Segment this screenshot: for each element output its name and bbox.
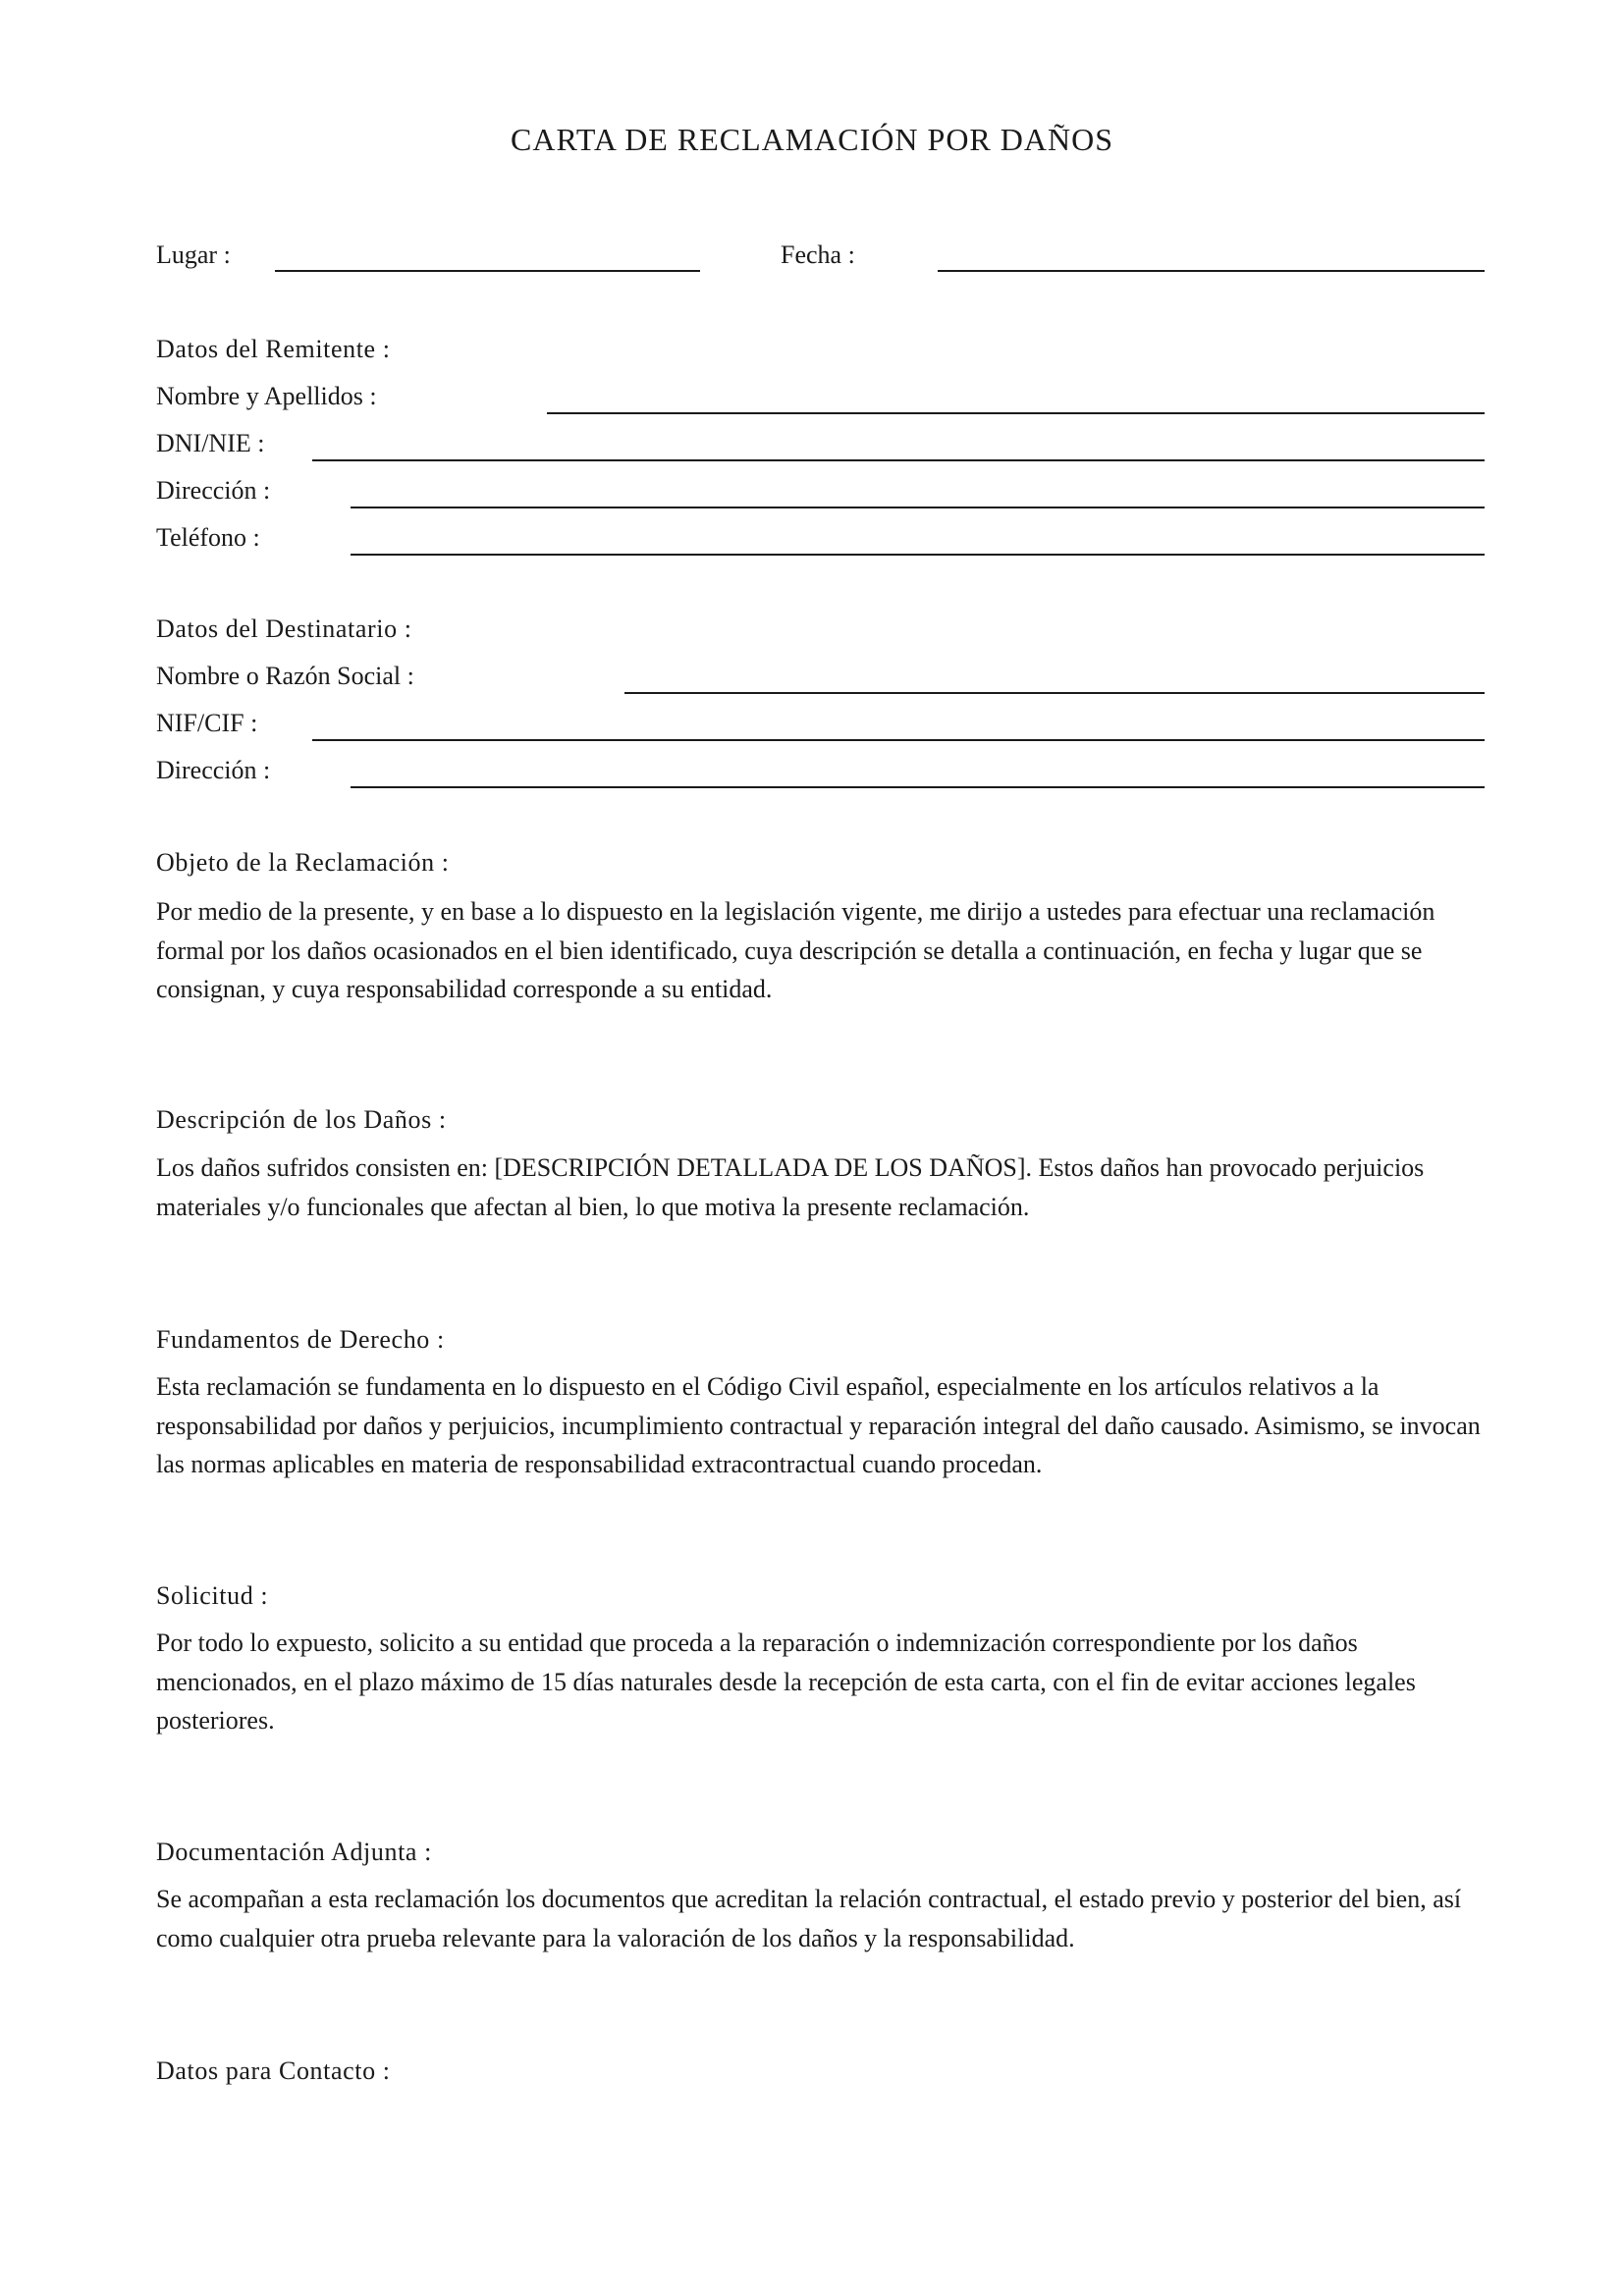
objeto-paragraph: Por medio de la presente, y en base a lo dispuesto en la legislación vigente, me dirijo a ustedes para efectuar una reclamación formal por los daños ocasionados en el bien identificado, cuya descripción se detalla a continuación, en fecha y lugar que se consignan, y cuya responsabilidad corresponde a su entidad. [156,897,1435,1003]
remitente-heading: Datos del Remitente : [156,335,391,363]
objeto-heading: Objeto de la Reclamación : [156,848,450,877]
destinatario-direccion-label: Dirección : [156,756,271,784]
destinatario-direccion-field[interactable] [351,786,1485,788]
documentacion-paragraph: Se acompañan a esta reclamación los documentos que acreditan la relación contractual, el estado previo y posterior del bien, así como cualquier otra prueba relevante para la valoración de los daños y la responsabilidad. [156,1885,1462,1952]
document-title: CARTA DE RECLAMACIÓN POR DAÑOS [510,122,1113,157]
solicitud-heading: Solicitud : [156,1581,269,1610]
contacto-heading: Datos para Contacto : [156,2056,391,2085]
documentacion-heading: Documentación Adjunta : [156,1838,432,1866]
fecha-field[interactable] [938,270,1485,272]
lugar-field[interactable] [275,270,700,272]
destinatario-heading: Datos del Destinatario : [156,614,412,643]
remitente-direccion-label: Dirección : [156,476,271,505]
remitente-telefono-field[interactable] [351,554,1485,556]
destinatario-nombre-label: Nombre o Razón Social : [156,662,414,690]
descripcion-paragraph: Los daños sufridos consisten en: [DESCRIPCIÓN DETALLADA DE LOS DAÑOS]. Estos daños han provocado perjuicios materiales y/o funcionales que afectan al bien, lo que motiva la presente reclamación. [156,1153,1425,1221]
remitente-dni-field[interactable] [312,459,1485,461]
destinatario-nif-field[interactable] [312,739,1485,741]
remitente-telefono-label: Teléfono : [156,523,260,552]
fundamentos-heading: Fundamentos de Derecho : [156,1325,445,1354]
remitente-dni-label: DNI/NIE : [156,429,265,457]
remitente-nombre-field[interactable] [547,412,1485,414]
remitente-direccion-field[interactable] [351,507,1485,508]
remitente-nombre-label: Nombre y Apellidos : [156,382,377,410]
solicitud-paragraph: Por todo lo expuesto, solicito a su entidad que proceda a la reparación o indemnización correspondiente por los daños mencionados, en el plazo máximo de 15 días naturales desde la recepción de esta carta, con el fin de evitar acciones legales posteriores. [156,1629,1416,1735]
fecha-label: Fecha : [781,240,855,269]
lugar-label: Lugar : [156,240,231,269]
destinatario-nombre-field[interactable] [624,692,1485,694]
destinatario-nif-label: NIF/CIF : [156,709,258,737]
descripcion-heading: Descripción de los Daños : [156,1105,447,1134]
fundamentos-paragraph: Esta reclamación se fundamenta en lo dispuesto en el Código Civil español, especialmente en los artículos relativos a la responsabilidad por daños y perjuicios, incumplimiento contractual y reparación integral del daño causado. Asimismo, se invocan las normas aplicables en materia de responsabilidad extracontractual cuando procedan. [156,1372,1481,1478]
